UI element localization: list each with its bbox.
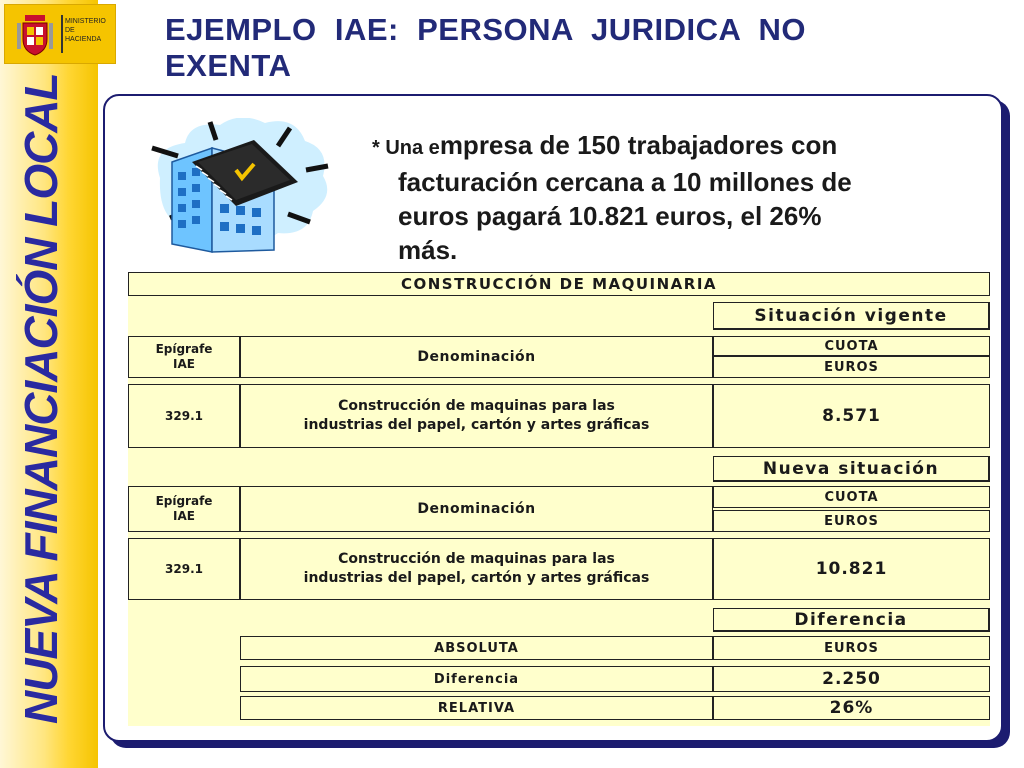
denominacion-line2: industrias del papel, cartón y artes gráficas	[303, 570, 650, 586]
col-epigrafe-header: Epígrafe IAE	[128, 486, 240, 532]
relativa-label: RELATIVA	[240, 696, 713, 720]
logo-line: MINISTERIO	[65, 18, 106, 25]
section-difference: Diferencia	[713, 608, 990, 632]
logo-line: DE	[65, 27, 75, 34]
intro-line3: euros pagará 10.821 euros, el 26%	[398, 201, 822, 231]
absoluta-label: ABSOLUTA	[240, 636, 713, 660]
denominacion-line1: Construcción de maquinas para las	[338, 398, 615, 414]
intro-bullet: * Una e	[372, 137, 440, 159]
sidebar-vertical-title: NUEVA FINANCIACIÓN LOCAL	[15, 73, 67, 724]
absoluta-unit: EUROS	[713, 636, 990, 660]
intro-line1: mpresa de 150 trabajadores con	[439, 130, 838, 160]
page-title	[165, 12, 985, 84]
relativa-value: 26%	[713, 696, 990, 720]
row-epigrafe: 329.1	[128, 538, 240, 600]
col-euros-header: EUROS	[713, 356, 990, 378]
intro-line4: más.	[398, 235, 458, 265]
logo-text	[65, 17, 115, 44]
row-cuota-value: 8.571	[713, 384, 990, 448]
col-denominacion-header: Denominación	[240, 336, 713, 378]
logo-line: HACIENDA	[65, 36, 102, 43]
row-denominacion	[240, 384, 713, 448]
intro-line2: facturación cercana a 10 millones de	[398, 167, 852, 197]
row-cuota-value: 10.821	[713, 538, 990, 600]
diferencia-label: Diferencia	[240, 666, 713, 692]
col-euros-header: EUROS	[713, 510, 990, 532]
page-title-line1: EJEMPLO IAE: PERSONA JURIDICA NO	[165, 12, 806, 47]
section-current: Situación vigente	[713, 302, 990, 330]
col-denominacion-header: Denominación	[240, 486, 713, 532]
ministry-logo	[4, 4, 116, 64]
denominacion-line1: Construcción de maquinas para las	[338, 551, 615, 567]
denominacion-line2: industrias del papel, cartón y artes gráficas	[303, 417, 650, 433]
col-cuota-header: CUOTA	[713, 486, 990, 508]
row-epigrafe: 329.1	[128, 384, 240, 448]
office-building-icon	[140, 118, 340, 258]
iae-table	[128, 272, 990, 726]
table-header: CONSTRUCCIÓN DE MAQUINARIA	[128, 272, 990, 296]
row-denominacion	[240, 538, 713, 600]
col-cuota-header: CUOTA	[713, 336, 990, 356]
diferencia-value: 2.250	[713, 666, 990, 692]
section-new: Nueva situación	[713, 456, 990, 482]
logo-divider	[61, 15, 63, 53]
intro-paragraph	[372, 128, 972, 267]
coat-of-arms-icon	[15, 13, 55, 57]
col-epigrafe-header: Epígrafe IAE	[128, 336, 240, 378]
page-title-line2: EXENTA	[165, 48, 292, 83]
